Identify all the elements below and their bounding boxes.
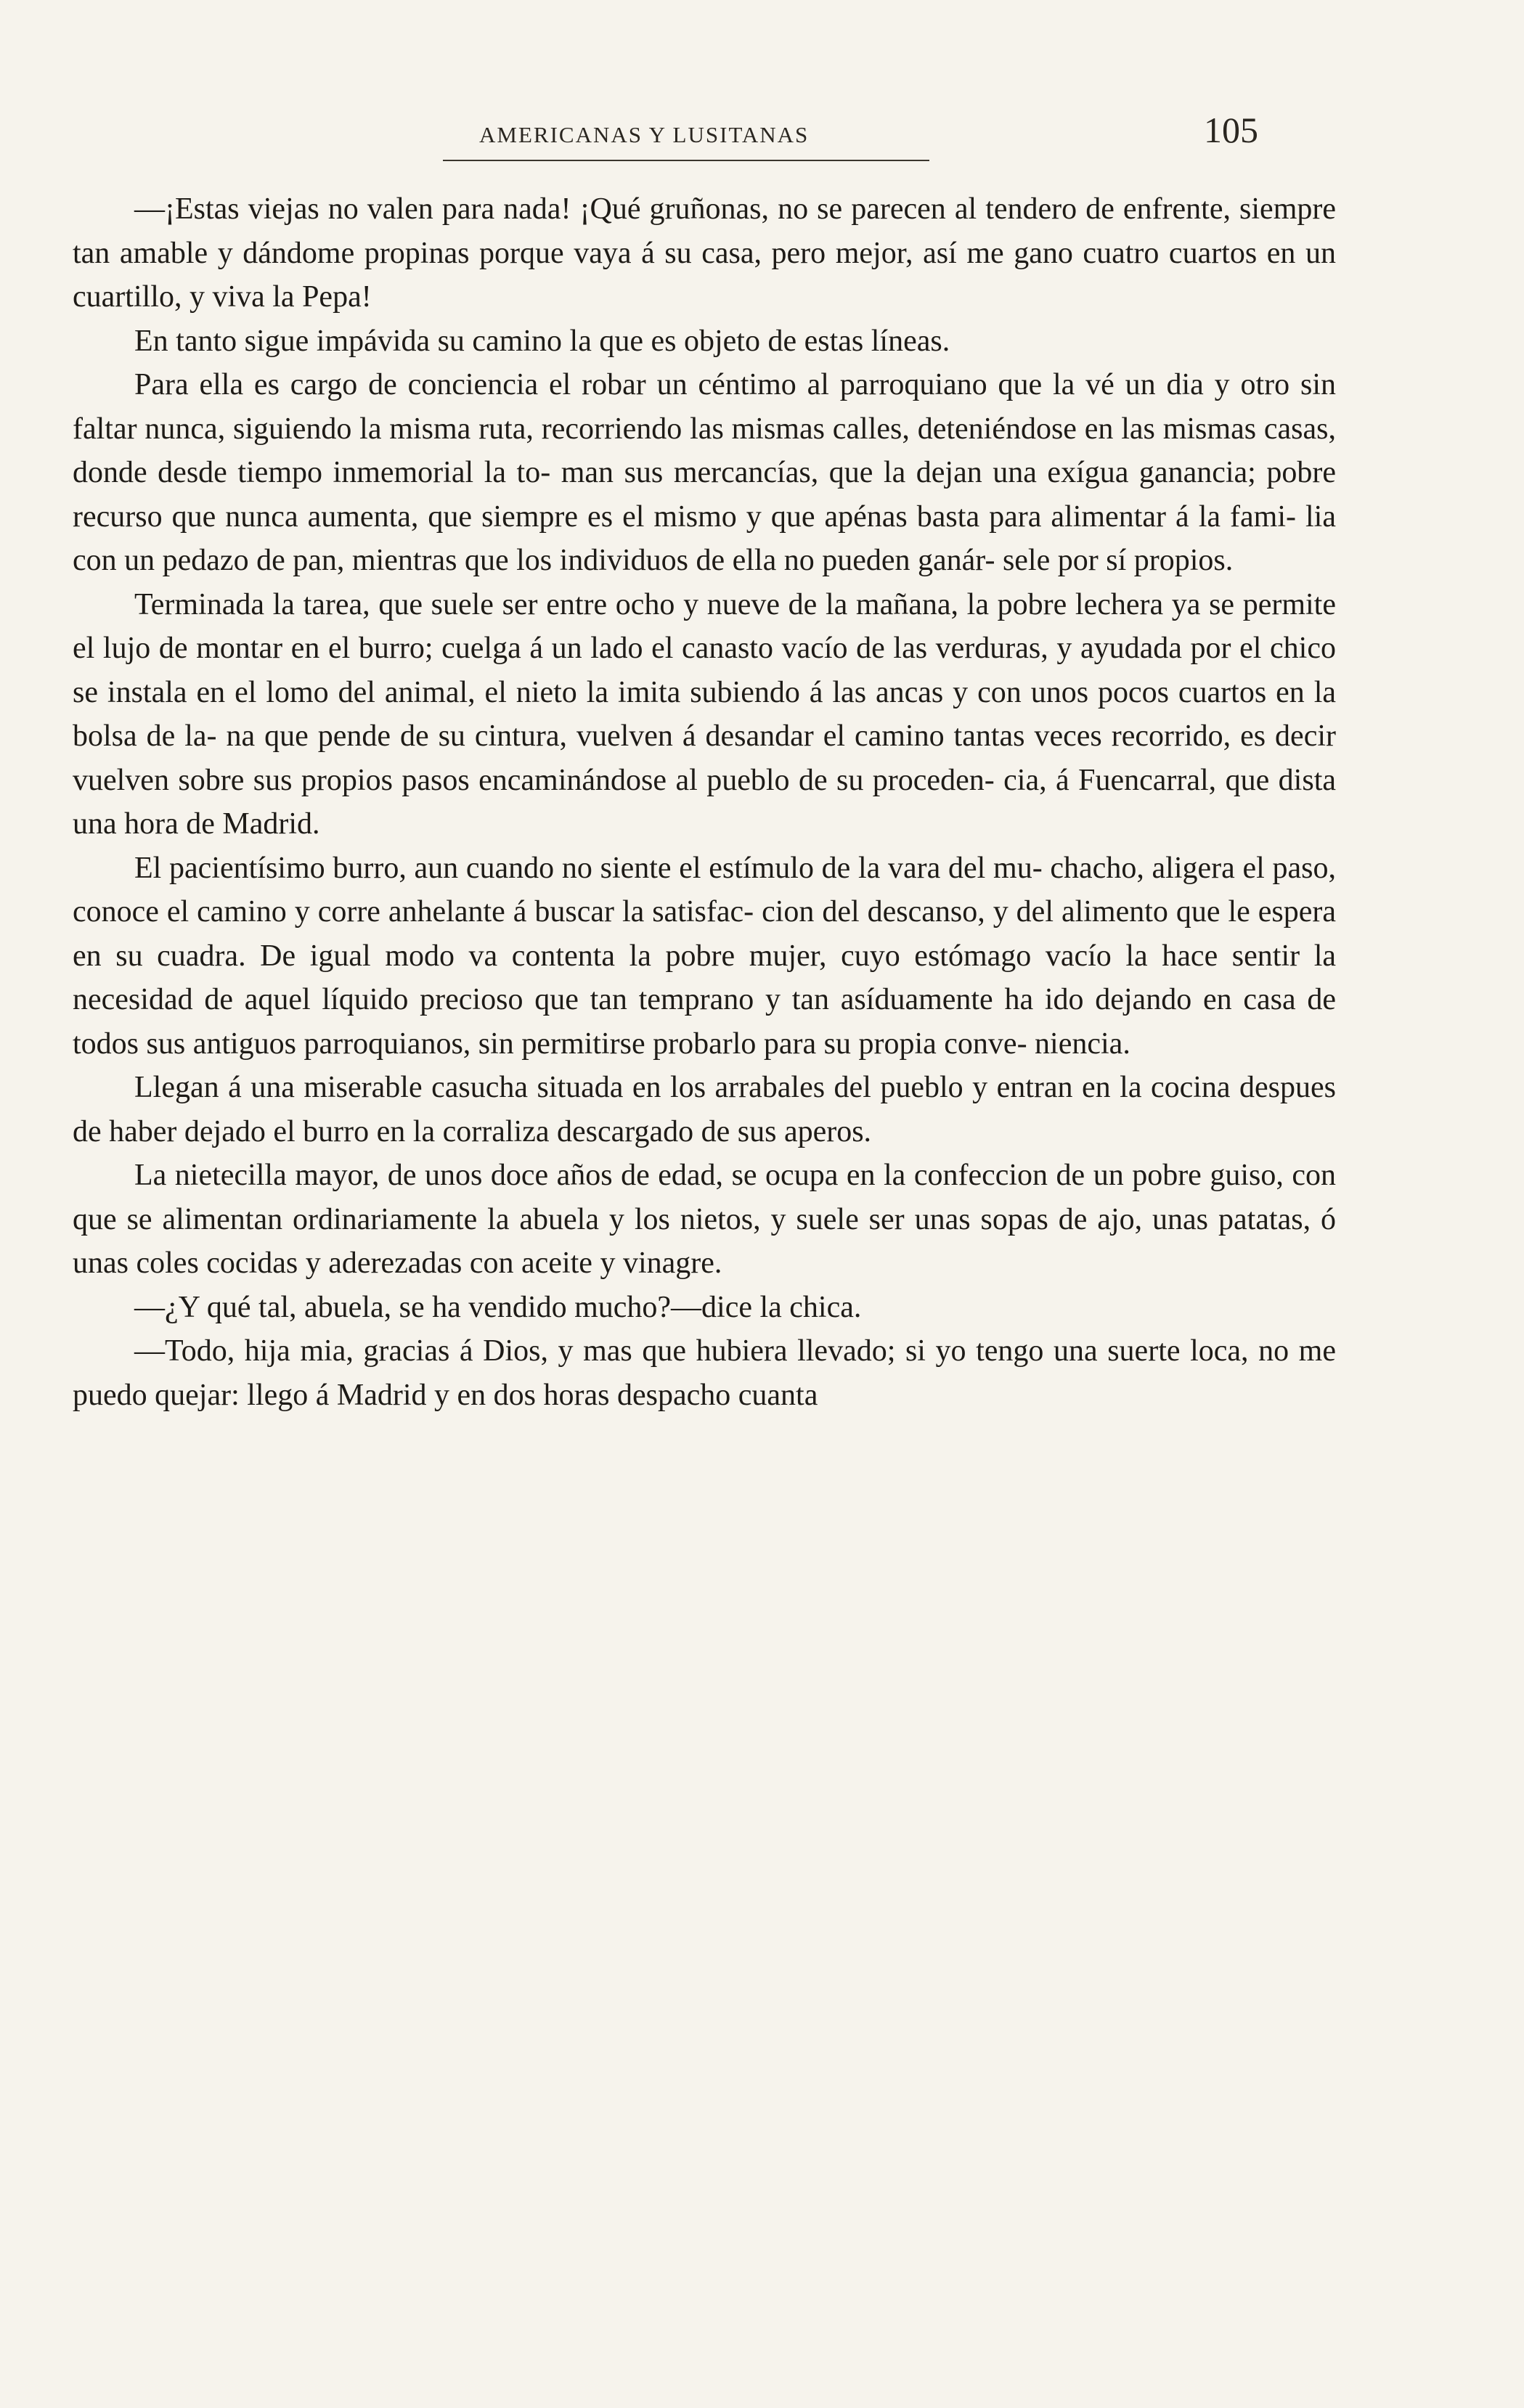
paragraph: —¡Estas viejas no valen para nada! ¡Qué gruñonas, no se parecen al tendero de enfrente, siempre tan amable y dándome propinas porque vaya á su casa, pero mejor, así me gano cuatro cuartos en un cuartillo, y viva la Pepa! [73,192,1336,314]
paragraph: —Todo, hija mia, gracias á Dios, y mas que hubiera llevado; si yo tengo una suerte loca, no me puedo quejar: llego á Madrid y en dos horas despacho cuanta [73,1334,1336,1412]
paragraph: El pacientísimo burro, aun cuando no siente el estímulo de la vara del mu- chacho, aligera el paso, conoce el camino y corre anhelante á buscar la satisfac- cion del descanso, y del alimento que le espera en su cuadra. De igual modo va contenta la pobre mujer, cuyo estómago vacío la hace sentir la necesidad de aquel líquido precioso que tan temprano y tan asíduamente ha ido dejando en casa de todos sus antiguos parroquianos, sin permitirse probarlo para su propia conve- niencia. [73,851,1336,1061]
paragraph: Llegan á una miserable casucha situada en los arrabales del pueblo y entran en la cocina despues de haber dejado el burro en la corraliza descargado de sus aperos. [73,1071,1336,1148]
body-text [73,187,1336,1417]
running-head [0,109,1524,167]
header-rule [443,160,929,161]
paragraph: Para ella es cargo de conciencia el robar un céntimo al parroquiano que la vé un dia y otro sin faltar nunca, siguiendo la misma ruta, recorriendo las mismas calles, deteniéndose en las mismas casas, donde desde tiempo inmemorial la to- man sus mercancías, que la dejan una exígua ganancia; pobre recurso que nunca aumenta, que siempre es el mismo y que apénas basta para alimentar á la fami- lia con un pedazo de pan, mientras que los individuos de ella no pueden ganár- sele por sí propios. [73,368,1336,577]
paragraph: —¿Y qué tal, abuela, se ha vendido mucho?—dice la chica. [134,1290,862,1324]
paragraph: La nietecilla mayor, de unos doce años de edad, se ocupa en la confeccion de un pobre guiso, con que se alimentan ordinariamente la abuela y los nietos, y suele ser unas sopas de ajo, unas patatas, ó unas coles cocidas y aderezadas con aceite y vinagre. [73,1159,1336,1280]
running-title: AMERICANAS Y LUSITANAS [479,122,810,147]
paragraph: Terminada la tarea, que suele ser entre ocho y nueve de la mañana, la pobre lechera ya se permite el lujo de montar en el burro; cuelga á un lado el canasto vacío de las verduras, y ayudada por el chico se instala en el lomo del animal, el nieto la imita subiendo á las ancas y con unos pocos cuartos en la bolsa de la- na que pende de su cintura, vuelven á desandar el camino tantas veces recorrido, es decir vuelven sobre sus propios pasos encaminándose al pueblo de su proceden- cia, á Fuencarral, que dista una hora de Madrid. [73,587,1336,841]
paragraph: En tanto sigue impávida su camino la que es objeto de estas líneas. [134,324,950,358]
page-number: 105 [1204,110,1258,150]
